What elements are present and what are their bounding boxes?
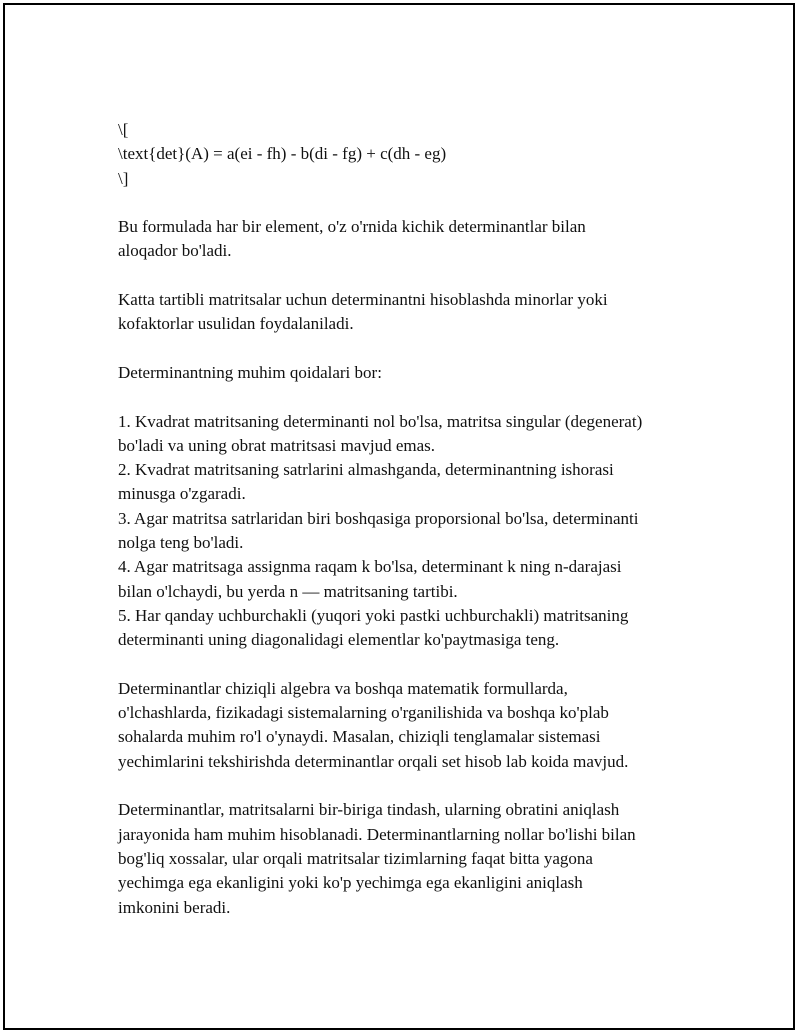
paragraph-line: Katta tartibli matritsalar uchun determinantni hisoblashda minorlar yoki [118, 290, 608, 310]
paragraph-gap [118, 191, 698, 215]
paragraph-line: aloqador bo'ladi. [118, 241, 232, 261]
paragraph-line: sohalarda muhim ro'l o'ynaydi. Masalan, chiziqli tenglamalar sistemasi [118, 727, 601, 747]
rules-intro: Determinantning muhim qoidalari bor: [118, 362, 382, 382]
rule-line: bo'ladi va uning obrat matritsasi mavjud emas. [118, 435, 436, 455]
paragraph-line: bog'liq xossalar, ular orqali matritsalar tizimlarning faqat bitta yagona [118, 848, 593, 868]
rule-line: 4. Agar matritsaga assignma raqam k bo'lsa, determinant k ning n-darajasi [118, 557, 622, 577]
rule-line: minusga o'zgaradi. [118, 484, 246, 504]
rule-item [118, 507, 698, 556]
paragraph-gap [118, 264, 698, 288]
document-body [118, 118, 698, 920]
rule-item [118, 555, 698, 604]
rule-line: 5. Har qanday uchburchakli (yuqori yoki pastki uchburchakli) matritsaning [118, 605, 629, 625]
rule-line: bilan o'lchaydi, bu yerda n — matritsaning tartibi. [118, 581, 458, 601]
rule-line: nolga teng bo'ladi. [118, 533, 244, 553]
formula-block [118, 118, 698, 191]
rule-item [118, 458, 698, 507]
paragraph-line: imkonini beradi. [118, 897, 231, 917]
rule-item [118, 410, 698, 459]
paragraph-line: o'lchashlarda, fizikadagi sistemalarning o'rganilishida va boshqa ko'plab [118, 703, 609, 723]
paragraph-line: yechimga ega ekanligini yoki ko'p yechimga ega ekanligini aniqlash [118, 873, 583, 893]
paragraph-line: Bu formulada har bir element, o'z o'rnida kichik determinantlar bilan [118, 217, 586, 237]
paragraph-line: Determinantlar, matritsalarni bir-biriga tindash, ularning obratini aniqlash [118, 800, 620, 820]
paragraph-applications [118, 677, 698, 774]
paragraph-line: yechimlarini tekshirishda determinantlar orqali set hisob lab koida mavjud. [118, 751, 629, 771]
rules-list [118, 410, 698, 653]
formula-open: \[ [118, 120, 129, 139]
rule-line: 1. Kvadrat matritsaning determinanti nol bo'lsa, matritsa singular (degenerat) [118, 411, 643, 431]
rule-line: 2. Kvadrat matritsaning satrlarini almashganda, determinantning ishorasi [118, 460, 614, 480]
paragraph-gap [118, 653, 698, 677]
rule-item [118, 604, 698, 653]
paragraph-formula-explanation [118, 215, 698, 264]
paragraph-higher-order [118, 288, 698, 337]
paragraph-gap [118, 385, 698, 409]
formula-close: \] [118, 168, 129, 188]
rule-line: 3. Agar matritsa satrlaridan biri boshqasiga proporsional bo'lsa, determinanti [118, 508, 639, 528]
paragraph-line: kofaktorlar usulidan foydalaniladi. [118, 314, 354, 334]
paragraph-line: jarayonida ham muhim hisoblanadi. Determinantlarning nollar bo'lishi bilan [118, 824, 636, 844]
paragraph-gap [118, 774, 698, 798]
paragraph-inverse-and-solutions [118, 798, 698, 919]
formula-body: \text{det}(A) = a(ei - fh) - b(di - fg) + c(dh - eg) [118, 144, 447, 164]
rule-line: determinanti uning diagonalidagi elementlar ko'paytmasiga teng. [118, 630, 560, 650]
paragraph-gap [118, 337, 698, 361]
paragraph-line: Determinantlar chiziqli algebra va boshqa matematik formullarda, [118, 678, 568, 698]
